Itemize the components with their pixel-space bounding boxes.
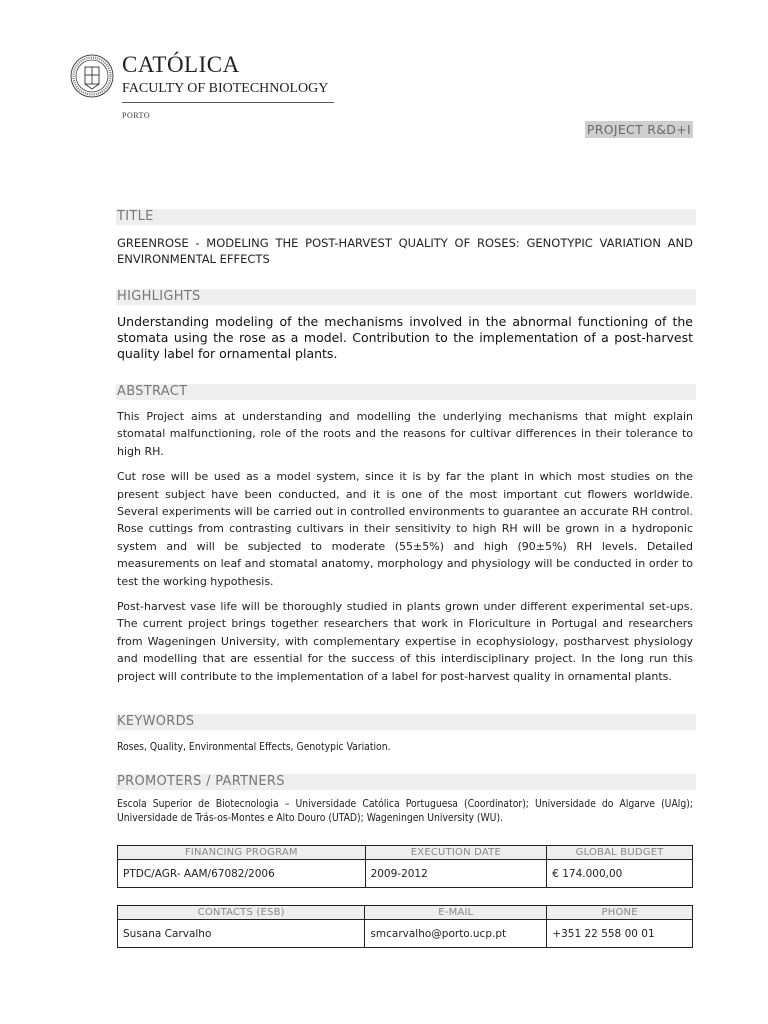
table-row (118, 860, 693, 888)
keywords-text: Roses, Quality, Environmental Effects, Genotypic Variation. (117, 741, 391, 753)
email-value[interactable]: smcarvalho@porto.ucp.pt (365, 920, 547, 948)
execution-date-value: 2009-2012 (365, 860, 547, 888)
phone-value: +351 22 558 00 01 (547, 920, 693, 948)
contact-name-value: Susana Carvalho (118, 920, 365, 948)
project-title-text: GREENROSE - MODELING THE POST-HARVEST QUALITY OF ROSES: GENOTYPIC VARIATION AND ENVIRONMENTAL EFFECTS (117, 236, 693, 266)
city-label: PORTO (122, 111, 151, 120)
contacts-table (117, 905, 693, 948)
abstract-paragraph: Post-harvest vase life will be thoroughly studied in plants grown under different experimental set-ups. The current project brings together researchers that work in Floriculture in Portugal and researchers from Wageningen University, with complementary expertise in ecophysiology, postharvest physiology and modelling that are essential for the success of this interdisciplinary project. In the long run this project will contribute to the implementation of a label for post-harvest quality in ornamental plants. (117, 600, 693, 683)
abstract-paragraph: Cut rose will be used as a model system, since it is by far the plant in which most studies on the present subject have been conducted, and it is one of the most important cut flowers worldwide. Several experiments will be carried out in controlled environments to guarantee an accurate RH control. Rose cuttings from contrasting cultivars in their sensitivity to high RH will be grown in a hydroponic system and will be subjected to moderate (55±5%) and high (90±5%) RH levels. Detailed measurements on leaf and stomatal anatomy, morphology and physiology will be conducted in order to test the working hypothesis. (117, 470, 693, 588)
section-heading-promoters: PROMOTERS / PARTNERS (116, 774, 696, 790)
header-contacts: CONTACTS (ESB) (118, 906, 365, 920)
brand-block (122, 52, 334, 120)
promoters-text: Escola Superior de Biotecnologia – Universidade Católica Portuguesa (Coordinator); Universidade do Algarve (UAlg); Universidade de Trás-os-Montes e Alto Douro (UTAD); Wageningen University (WU). (117, 798, 693, 824)
table-header-row (118, 846, 693, 860)
university-seal-logo (70, 54, 114, 98)
brand-divider (122, 102, 334, 103)
section-heading-abstract: ABSTRACT (116, 384, 696, 400)
header-phone: PHONE (547, 906, 693, 920)
header-email: E-MAIL (365, 906, 547, 920)
global-budget-value: € 174.000,00 (547, 860, 693, 888)
section-heading-highlights: HIGHLIGHTS (116, 289, 696, 305)
financing-table (117, 845, 693, 888)
project-tag: PROJECT R&D+I (586, 122, 691, 137)
section-heading-keywords: KEYWORDS (116, 714, 696, 730)
header-execution-date: EXECUTION DATE (365, 846, 547, 860)
section-heading-title: TITLE (116, 209, 696, 225)
abstract-paragraph: This Project aims at understanding and modelling the underlying mechanisms that might explain stomatal malfunctioning, role of the roots and the reasons for cultivar differences in their tolerance to high RH. (117, 410, 693, 458)
table-header-row (118, 906, 693, 920)
table-row (118, 920, 693, 948)
financing-program-value: PTDC/AGR- AAM/67082/2006 (118, 860, 366, 888)
abstract-body (117, 408, 693, 693)
header-global-budget: GLOBAL BUDGET (547, 846, 693, 860)
brand-name: CATÓLICA (122, 52, 240, 77)
faculty-name: FACULTY OF BIOTECHNOLOGY (122, 81, 329, 96)
highlights-text: Understanding modeling of the mechanisms involved in the abnormal functioning of the stomata using the rose as a model. Contribution to the implementation of a post-harvest quality label for ornamental plants. (117, 314, 693, 361)
header-financing-program: FINANCING PROGRAM (118, 846, 366, 860)
